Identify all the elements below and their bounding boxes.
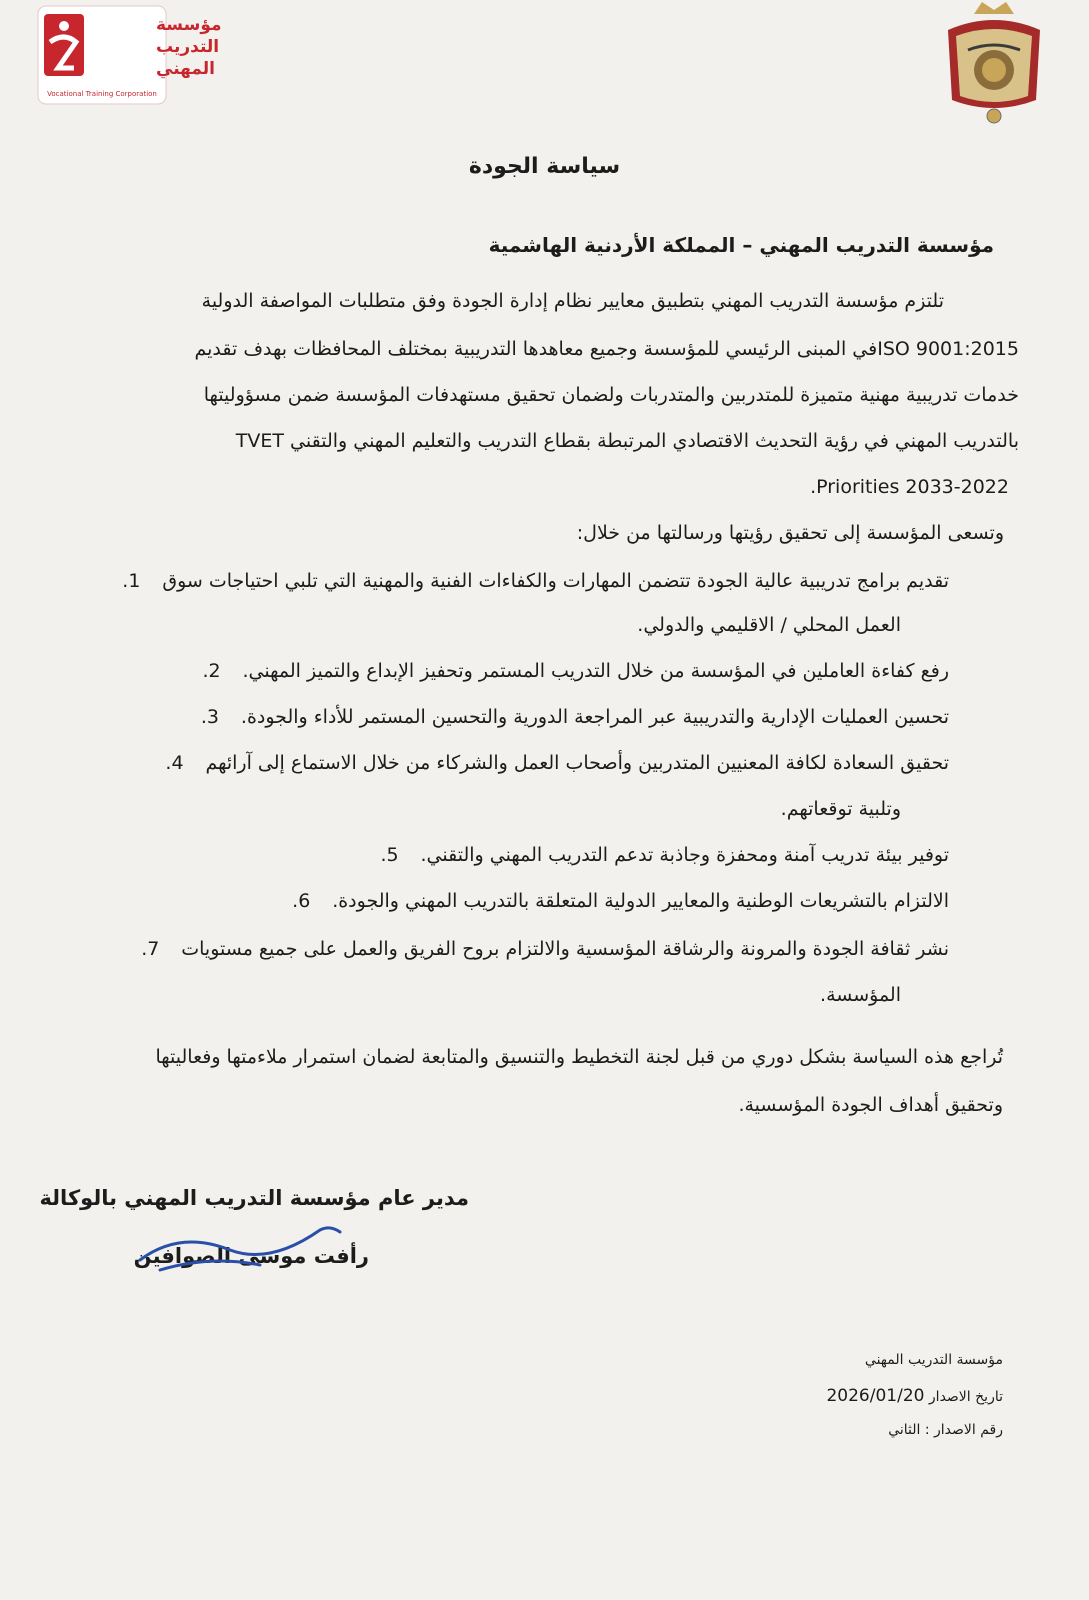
goal-item-2: رفع كفاءة العاملين في المؤسسة من خلال التدريب المستمر وتحفيز الإبداع والتميز المهني. 2. (202, 660, 949, 682)
logo-caption: Vocational Training Corporation (47, 90, 157, 98)
logo-text-1: مؤسسة (156, 15, 222, 35)
review-line: وتحقيق أهداف الجودة المؤسسية. (738, 1094, 1003, 1116)
intro-line: بالتدريب المهني في رؤية التحديث الاقتصادي المرتبطة بقطاع التدريب والتعليم المهني والتقني TVET (235, 430, 1019, 452)
signatory-name: رأفت موسى الصوافين (133, 1244, 369, 1268)
logo-text-2: التدريب (156, 37, 220, 57)
vtc-logo (38, 6, 222, 104)
goal-item-7-line-1: نشر ثقافة الجودة والمرونة والرشاقة المؤسسية والالتزام بروح الفريق والعمل على جميع مستويات 7. (141, 938, 949, 960)
goal-item-1-line-2: العمل المحلي / الاقليمي والدولي. (637, 614, 901, 636)
goal-item-5: توفير بيئة تدريب آمنة ومحفزة وجاذبة تدعم التدريب المهني والتقني. 5. (380, 844, 949, 866)
signatory-role: مدير عام مؤسسة التدريب المهني بالوكالة (39, 1186, 469, 1210)
goal-item-7-line-2: المؤسسة. (820, 984, 901, 1006)
goal-item-4-line-2: وتلبية توقعاتهم. (780, 798, 901, 820)
footer-issue-date (826, 1386, 1003, 1406)
jordan-crest-icon (938, 0, 1050, 128)
goals-intro: وتسعى المؤسسة إلى تحقيق رؤيتها ورسالتها من خلال: (576, 522, 1004, 544)
goal-item-6: الالتزام بالتشريعات الوطنية والمعايير الدولية المتعلقة بالتدريب المهني والجودة. 6. (292, 890, 949, 912)
issue-date-label: تاريخ الاصدار (928, 1389, 1003, 1405)
goal-item-4-line-1: تحقيق السعادة لكافة المعنيين المتدربين وأصحاب العمل والشركاء من خلال الاستماع إلى آرائهم 4. (165, 752, 949, 774)
goal-item-1-line-1: تقديم برامج تدريبية عالية الجودة تتضمن المهارات والكفاءات الفنية والمهنية التي تلبي احتياجات سوق 1. (122, 570, 949, 592)
logo-text-3: المهني (156, 59, 215, 79)
intro-line: ISO 9001:2015في المبنى الرئيسي للمؤسسة وجميع معاهدها التدريبية بمختلف المحافظات بهدف تقديم (194, 338, 1019, 360)
intro-line: خدمات تدريبية مهنية متميزة للمتدربين والمتدربات ولضمان تحقيق مستهدفات المؤسسة ضمن مسؤوليتها (203, 384, 1019, 406)
footer-org: مؤسسة التدريب المهني (864, 1352, 1003, 1368)
intro-line: تلتزم مؤسسة التدريب المهني بتطبيق معايير نظام إدارة الجودة وفق متطلبات المواصفة الدولية (201, 290, 944, 312)
handwritten-signature (120, 1210, 350, 1290)
review-line: تُراجع هذه السياسة بشكل دوري من قبل لجنة التخطيط والتنسيق والمتابعة لضمان استمرار ملاءمتها وفعاليتها (155, 1046, 1003, 1068)
goal-item-3: تحسين العمليات الإدارية والتدريبية عبر المراجعة الدورية والتحسين المستمر للأداء والجودة. 3. (200, 706, 949, 728)
issue-date-value: 2026/01/20 (826, 1386, 925, 1406)
intro-line: 2033-2022 Priorities. (810, 476, 1009, 498)
page-title: سياسة الجودة (468, 154, 621, 179)
footer-issue-number: رقم الاصدار : الثاني (888, 1422, 1003, 1438)
page-subtitle: مؤسسة التدريب المهني – المملكة الأردنية الهاشمية (488, 233, 994, 257)
